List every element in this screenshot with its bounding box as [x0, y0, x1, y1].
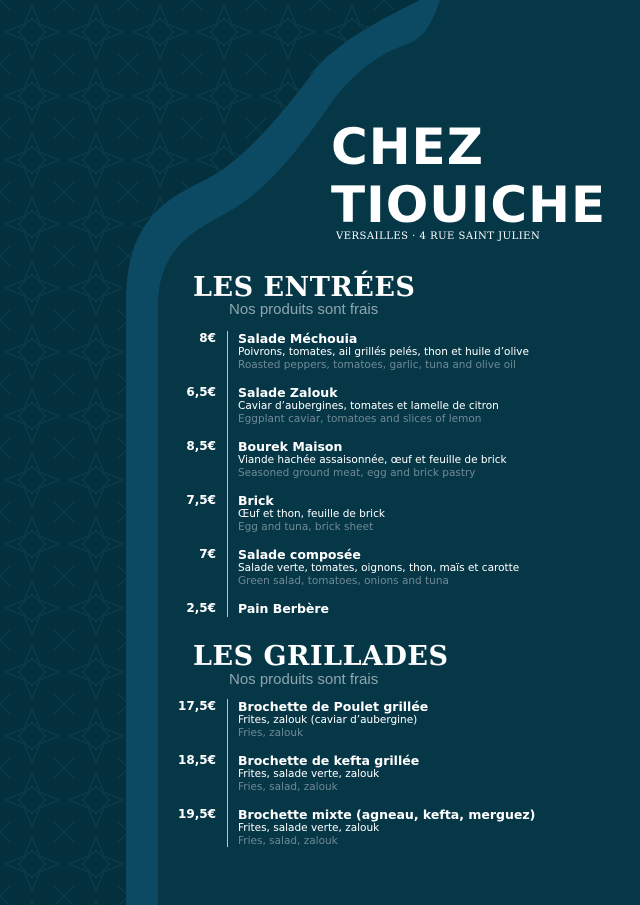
item-description: Viande hachée assaisonnée, œuf et feuille de brick [238, 454, 507, 466]
item-name: Salade composée [238, 547, 361, 562]
item-price: 8€ [199, 331, 216, 345]
item-description-english: Fries, salad, zalouk [238, 835, 338, 847]
item-description-english: Fries, salad, zalouk [238, 781, 338, 793]
item-description-english: Fries, zalouk [238, 727, 304, 739]
item-name: Brochette de Poulet grillée [238, 699, 429, 714]
item-description-english: Eggplant caviar, tomatoes and slices of lemon [238, 413, 482, 425]
item-name: Brick [238, 493, 274, 508]
section-title-entrees: LES ENTRÉES [193, 272, 416, 303]
section-subtitle-grillades: Nos produits sont frais [229, 671, 379, 688]
item-description: Salade verte, tomates, oignons, thon, maïs et carotte [238, 562, 520, 574]
item-name: Brochette mixte (agneau, kefta, merguez) [238, 807, 536, 822]
item-description-english: Seasoned ground meat, egg and brick pastry [238, 467, 476, 479]
item-description-english: Green salad, tomatoes, onions and tuna [238, 575, 449, 587]
item-description: Frites, salade verte, zalouk [238, 822, 380, 834]
item-name: Salade Méchouia [238, 331, 358, 346]
item-description-english: Roasted peppers, tomatoes, garlic, tuna and olive oil [238, 359, 516, 371]
divider-line [227, 699, 228, 847]
item-description: Frites, salade verte, zalouk [238, 768, 380, 780]
item-price: 19,5€ [178, 807, 216, 821]
section-subtitle-entrees: Nos produits sont frais [229, 301, 379, 318]
item-name: Salade Zalouk [238, 385, 338, 400]
item-description: Poivrons, tomates, ail grillés pelés, thon et huile d’olive [238, 346, 529, 358]
item-price: 17,5€ [178, 699, 216, 713]
item-price: 7,5€ [186, 493, 216, 507]
restaurant-name [331, 118, 606, 234]
item-price: 2,5€ [186, 601, 216, 615]
address: VERSAILLES · 4 RUE SAINT JULIEN [336, 231, 541, 242]
divider-line [227, 331, 228, 617]
item-name: Bourek Maison [238, 439, 343, 454]
item-price: 18,5€ [178, 753, 216, 767]
item-description-english: Egg and tuna, brick sheet [238, 521, 374, 533]
item-description: Frites, zalouk (caviar d’aubergine) [238, 714, 418, 726]
item-description: Œuf et thon, feuille de brick [238, 508, 385, 520]
item-name: Brochette de kefta grillée [238, 753, 420, 768]
title-line-1: CHEZ [331, 118, 484, 176]
item-price: 8,5€ [186, 439, 216, 453]
title-line-2: TIOUICHE [331, 176, 607, 234]
item-description: Caviar d’aubergines, tomates et lamelle de citron [238, 400, 499, 412]
item-price: 6,5€ [186, 385, 216, 399]
item-name: Pain Berbère [238, 601, 330, 616]
section-title-grillades: LES GRILLADES [193, 641, 449, 672]
item-price: 7€ [199, 547, 216, 561]
